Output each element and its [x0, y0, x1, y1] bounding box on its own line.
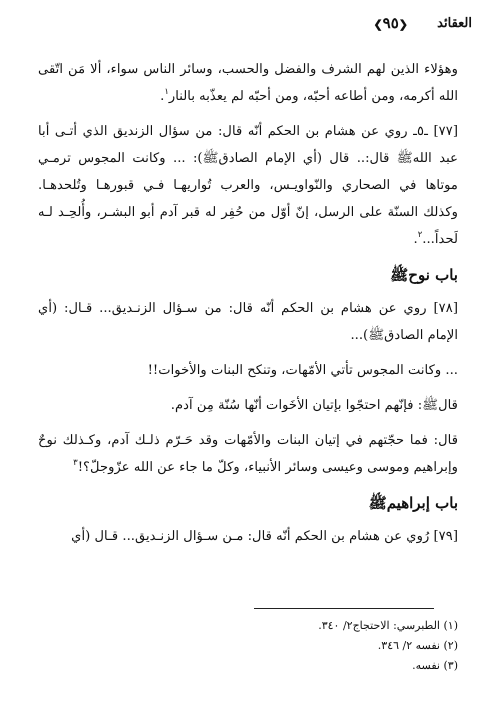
- footnote-1: (١) الطبرسي: الاحتجاج٢/ ٣٤٠.: [318, 619, 458, 632]
- footnote-mark-3: ٣: [73, 458, 78, 468]
- paragraph-78-line-3: قالﷺ: فإنّهم احتجّوا بإتيان الأخَوات أنّها سُنّة مِن آدم.: [170, 398, 458, 413]
- paragraph-78-line-4: [38, 427, 458, 481]
- footnote-2: (٢) نفسه ٢/ ٣٤٦.: [377, 639, 458, 652]
- page-number-ornament-right: ❯: [373, 18, 383, 31]
- book-title: العقائد: [437, 16, 472, 31]
- page-number: ٩٥: [382, 14, 399, 32]
- footnote-mark-2: ٢: [417, 230, 423, 240]
- footnotes: [38, 616, 458, 676]
- page-body: [38, 56, 458, 558]
- page-number-wrap: [373, 14, 408, 32]
- page-header: [24, 14, 472, 36]
- paragraph-79: [٧٩] رُوي عن هشام بن الحكم أنّه قال: مـن سـؤال الزنـديق... قـال (أي: [71, 529, 458, 544]
- paragraph-77: [٧٧] ـ٥ـ روي عن هشام بن الحكم أنّه قال: من سؤال الزنديق الذي أتـى أبا عبد اللهﷺ قال:.. قال (أي الإمام الصادقﷺ): ... وكانت المجوس ترمـي موتاها في الصحاري والنّواويـس، والعرب تُواريهـا فـي قبورهـا وتُلحدهـا. وكذلك السنّة على الرسل، إنّ أوّل من حُفِر له قبر آدم أبو البشـر، وأُلحِـد لـه لَحداً...$^٢$.: [38, 124, 458, 247]
- heading-noah: باب نوحﷺ: [390, 266, 458, 284]
- footnote-mark-1: ١: [164, 87, 169, 97]
- heading-ibrahim: باب إبراهيمﷺ: [368, 494, 458, 512]
- paragraph-78: [٧٨] روي عن هشام بن الحكم أنّه قال: من سـؤال الزنـديق... قـال: (أي الإمام الصادقﷺ)...: [38, 301, 458, 343]
- paragraph-intro: وهؤلاء الذين لهم الشرف والفضل والحسب، وسائر الناس سواء، ألا مَن اتّقى الله أكرمه، ومن أطاعه أحبّه، ومن أحبّه لم يعذّبه بالنار$^١$.: [38, 62, 458, 104]
- footnote-3: (٣) نفسه.: [412, 659, 458, 672]
- paragraph-77-text: [٧٧] ـ٥ـ روي عن هشام بن الحكم أنّه قال: من سؤال الزنديق الذي أتـى أبا عبد اللهﷺ قال:.. قال (أي الإمام الصادقﷺ): ... وكانت المجوس ترمـي موتاها في الصحاري والنّواويـس، والعرب تُواريهـا فـي قبورهـا وتُلحدهـا. وكذلك السنّة على الرسل، إنّ أوّل من حُفِر له قبر آدم أبو البشـر، وأُلحِـد لـه لَحداً...: [38, 124, 458, 247]
- footnote-separator: [254, 608, 434, 609]
- page-number-ornament-left: ❮: [398, 18, 408, 31]
- paragraph-78-line-4-text: قال: فما حجّتهم في إتيان البنات والأمّهات وقد حَـرّم ذلـك آدم، وكـذلك نوحٌ وإبراهيم وموسى وعيسى وسائر الأنبياء، وكلّ ما جاء عن الله عزّوجلّ؟!: [38, 433, 458, 475]
- paragraph-intro-text: وهؤلاء الذين لهم الشرف والفضل والحسب، وسائر الناس سواء، ألا مَن اتّقى الله أكرمه، ومن أطاعه أحبّه، ومن أحبّه لم يعذّبه بالنار: [38, 62, 458, 104]
- paragraph-78-line-2: ... وكانت المجوس تأتي الأمّهات، وتنكح البنات والأخوات!!: [147, 363, 458, 378]
